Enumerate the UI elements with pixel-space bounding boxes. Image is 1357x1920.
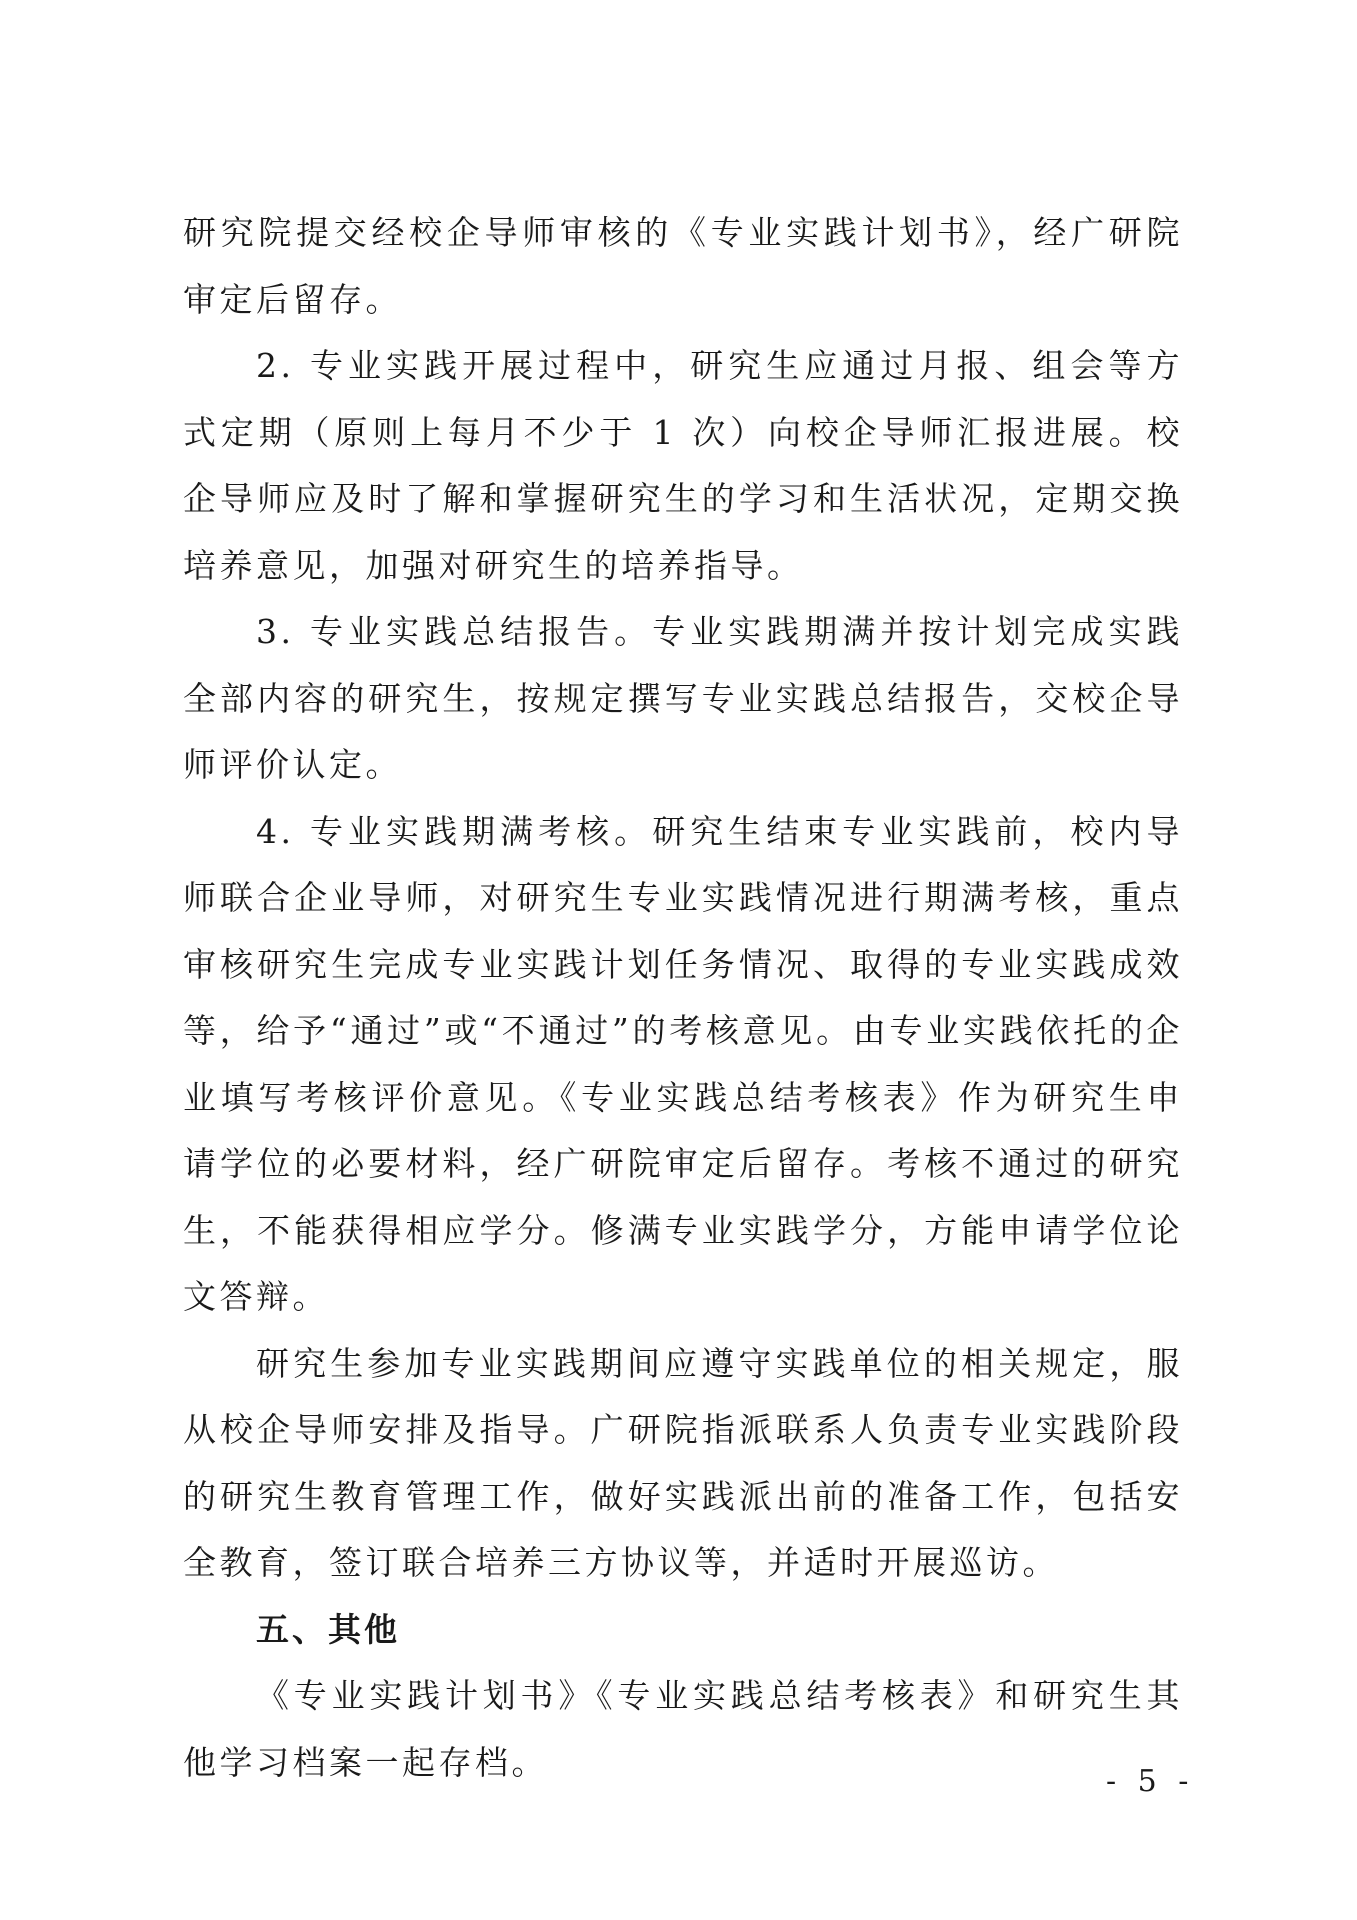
paragraph-archiving: 《专业实践计划书》《专业实践总结考核表》和研究生其他学习档案一起存档。 [183,1676,1183,1782]
page-number: - 5 - [1106,1764,1195,1799]
paragraph-practice-rules: 研究生参加专业实践期间应遵守实践单位的相关规定，服从校企导师安排及指导。广研院指派联系人负责专业实践阶段的研究生教育管理工作，做好实践派出前的准备工作，包括安全教育，签订联合培养三方协议等，并适时开展巡访。 [183,1343,1183,1582]
paragraph-final-assessment: 4. 专业实践期满考核。研究生结束专业实践前，校内导师联合企业导师，对研究生专业实践情况进行期满考核，重点审核研究生完成专业实践计划任务情况、取得的专业实践成效等，给予“通过”或“不通过”的考核意见。由专业实践依托的企业填写考核评价意见。《专业实践总结考核表》作为研究生申请学位的必要材料，经广研院审定后留存。考核不通过的研究生，不能获得相应学分。修满专业实践学分，方能申请学位论文答辩。 [183,811,1183,1316]
paragraph-plan-submission: 研究院提交经校企导师审核的《专业实践计划书》，经广研院审定后留存。 [183,213,1183,319]
paragraph-summary-report: 3. 专业实践总结报告。专业实践期满并按计划完成实践全部内容的研究生，按规定撰写专业实践总结报告，交校企导师评价认定。 [183,612,1183,784]
paragraph-progress-reporting: 2. 专业实践开展过程中，研究生应通过月报、组会等方式定期（原则上每月不少于 1 次）向校企导师汇报进展。校企导师应及时了解和掌握研究生的学习和生活状况，定期交换培养意见，加强对研究生的培养指导。 [183,346,1183,585]
section-heading-other: 五、其他 [256,1609,400,1649]
document-body [183,200,1183,1796]
